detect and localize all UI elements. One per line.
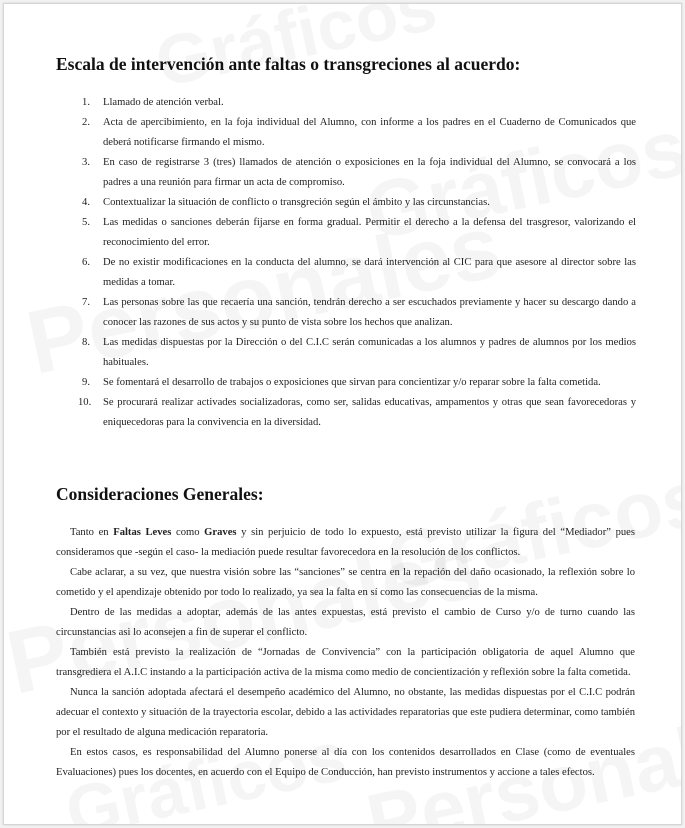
- paragraph: También está previsto la realización de “Jornadas de Convivencia” con la participación obligatoria de aquel Alumno que transgrediera el A.I.C instando a la participación activa de la misma como medio de concientización y reflexión sobre la falta cometida.: [56, 647, 635, 678]
- bold-term-graves: Graves: [204, 527, 237, 538]
- list-item-text: De no existir modificaciones en la conducta del alumno, se dará intervención al CIC para que asesore al director sobre las medidas a tomar.: [103, 257, 636, 288]
- list-item-text: Se fomentará el desarrollo de trabajos o exposiciones que sirvan para concientizar y/o reparar sobre la falta cometida.: [103, 377, 601, 388]
- list-item-number: 1.: [82, 97, 90, 108]
- paragraph-text: y sin perjuicio de todo lo expuesto, está previsto utilizar la figura del “Mediador” pues consideramos que -según el caso- la mediación puede resultar favorecedora en la resolución de los conflictos.: [56, 527, 635, 558]
- list-item-text: En caso de registrarse 3 (tres) llamados de atención o exposiciones en la foja individual del Alumno, se convocará a los padres a una reunión para firmar un acta de compromiso.: [103, 157, 636, 188]
- paragraph: Nunca la sanción adoptada afectará el desempeño académico del Alumno, no obstante, las medidas dispuestas por el C.I.C podrán adecuar el contexto y situación de la trayectoria escolar, debido a las actividades reparatorias que este pudiera determinar, como también por el resultado de alguna medicación reparatoria.: [56, 687, 635, 738]
- paragraph-text: como: [171, 527, 205, 538]
- document-page: [3, 3, 682, 825]
- list-item: [66, 393, 636, 433]
- watermark: [149, 3, 443, 103]
- list-item: [66, 213, 636, 253]
- list-item-text: Contextualizar la situación de conflicto o transgreción según el ámbito y las circunstancias.: [103, 197, 490, 208]
- list-item-text: Se procurará realizar activades socializadoras, como ser, salidas educativas, ampamentos y otras que sean favorecedoras y eniquecedoras para la convivencia en la diversidad.: [103, 397, 636, 428]
- list-item-text: Acta de apercibimiento, en la foja individual del Alumno, con informe a los padres en el Cuaderno de Comunicados que deberá notificarse firmando el mismo.: [103, 117, 636, 148]
- list-item-number: 10.: [78, 397, 92, 408]
- list-item: [66, 113, 636, 153]
- paragraph: Dentro de las medidas a adoptar, además de las antes expuestas, está previsto el cambio de Curso y/o de turno cuando las circunstancias asi lo aconsejen a fin de superar el conflicto.: [56, 607, 635, 638]
- list-item-number: 8.: [82, 337, 90, 348]
- list-item: [66, 293, 636, 333]
- list-item-number: 9.: [82, 377, 90, 388]
- list-item-text: Llamado de atención verbal.: [103, 97, 224, 108]
- bold-term-faltas-leves: Faltas Leves: [113, 527, 172, 538]
- list-item-text: Las medidas dispuestas por la Dirección o del C.I.C serán comunicadas a los alumnos y padres de alumnos por los medios habituales.: [103, 337, 636, 368]
- list-item: [66, 193, 636, 213]
- list-item-number: 6.: [82, 257, 90, 268]
- list-item-number: 5.: [82, 217, 90, 228]
- section-title-consideraciones: Consideraciones Generales:: [56, 484, 264, 504]
- list-item-text: Las personas sobre las que recaería una sanción, tendrán derecho a ser escuchados previamente y hacer su descargo dando a conocer las razones de sus actos y su punto de vista sobre los hechos que analizan.: [103, 297, 636, 328]
- list-item-text: Las medidas o sanciones deberán fijarse en forma gradual. Permitir el derecho a la defensa del trasgresor, valorizando el reconocimiento del error.: [103, 217, 636, 248]
- section-title-escala: Escala de intervención ante faltas o transgreciones al acuerdo:: [56, 54, 521, 74]
- paragraph: Cabe aclarar, a su vez, que nuestra visión sobre las “sanciones” se centra en la repación del daño ocasionado, la reflexión sobre lo cometido y el apendizaje obtenido por todo lo realizado, ya sea la falta en sí como las consecuencias de la misma.: [56, 567, 635, 598]
- paragraph: [56, 523, 635, 563]
- paragraph-text: Tanto en: [70, 527, 114, 538]
- list-item-number: 7.: [82, 297, 90, 308]
- list-item: [66, 373, 636, 393]
- intervention-list: [66, 93, 636, 433]
- list-item: [66, 253, 636, 293]
- list-item-number: 3.: [82, 157, 90, 168]
- list-item: [66, 93, 636, 113]
- paragraph: En estos casos, es responsabilidad del Alumno ponerse al día con los contenidos desarrollados en Clase (como de eventuales Evaluaciones) pues los docentes, en acuerdo con el Equipo de Conducción, han previsto instrumentos y accione a tales efectos.: [56, 747, 635, 778]
- list-item-number: 4.: [82, 197, 90, 208]
- general-considerations: [56, 523, 635, 783]
- list-item-number: 2.: [82, 117, 90, 128]
- list-item: [66, 333, 636, 373]
- list-item: [66, 153, 636, 193]
